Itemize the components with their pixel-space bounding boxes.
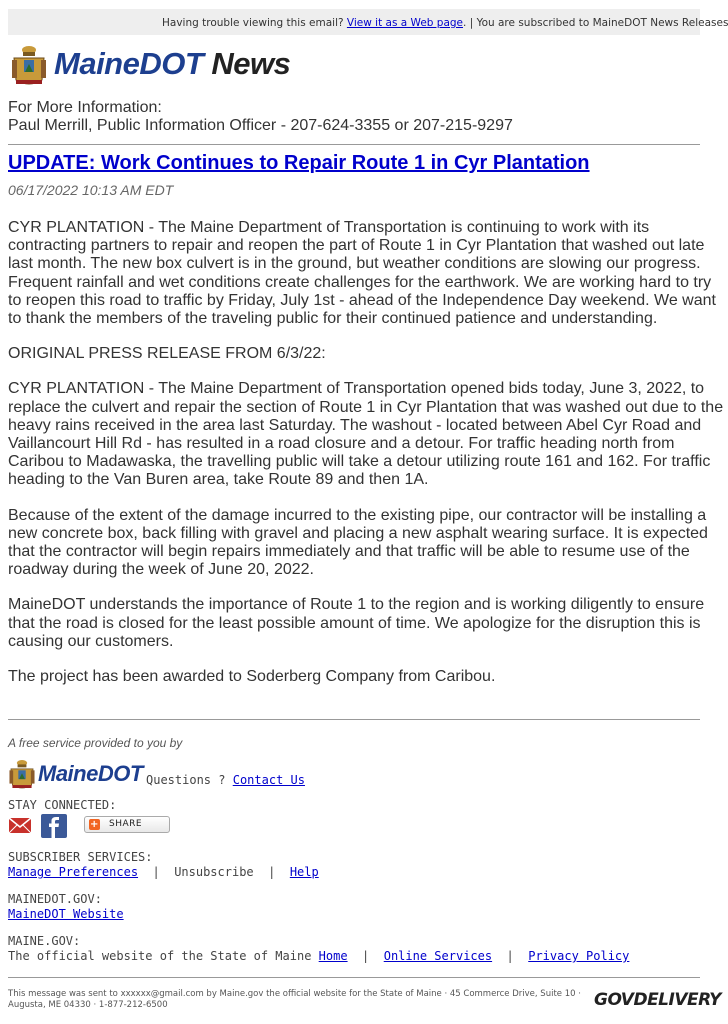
trouble-viewing-text: Having trouble viewing this email? (162, 17, 344, 29)
paragraph: The project has been awarded to Soderberg Company from Caribou. (8, 668, 496, 686)
questions-line (146, 773, 305, 787)
divider (8, 144, 700, 145)
bottom-divider (8, 977, 700, 978)
subscriber-links: Manage Preferences | Unsubscribe | Help (8, 865, 319, 879)
masthead-suffix: News (211, 46, 291, 81)
paragraph: ORIGINAL PRESS RELEASE FROM 6/3/22: (8, 345, 326, 363)
article-headline-link[interactable]: UPDATE: Work Continues to Repair Route 1 in Cyr Plantation (8, 152, 590, 174)
view-as-web-page-link[interactable]: View it as a Web page (346, 17, 464, 29)
top-notice-bar (8, 9, 728, 35)
masthead-brand: MaineDOT (54, 46, 204, 81)
article-body (8, 219, 728, 703)
manage-preferences-link[interactable]: Manage Preferences (8, 865, 139, 879)
subscriber-services-label: SUBSCRIBER SERVICES: (8, 850, 153, 864)
plus-icon: + (90, 819, 99, 830)
share-label: SHARE (109, 819, 143, 829)
help-link[interactable]: Help (289, 865, 319, 879)
online-services-link[interactable]: Online Services (383, 949, 493, 963)
mainedot-gov-label: MAINEDOT.GOV: (8, 892, 102, 906)
questions-text: Questions ? (146, 773, 226, 787)
stay-connected-label: STAY CONNECTED: (8, 798, 117, 812)
unsubscribe-text[interactable]: Unsubscribe (174, 865, 254, 879)
maine-gov-label: MAINE.GOV: (8, 934, 81, 948)
contact-us-link[interactable]: Contact Us (232, 773, 305, 787)
email-icon[interactable] (8, 814, 32, 836)
paragraph: CYR PLANTATION - The Maine Department of Transportation opened bids today, June 3, 2022, to replace the culvert and repair the section of Route 1 in Cyr Plantation that was washed out due to the heavy rains received in the area last Saturday. The washout - located between Abel Cyr Road and Vaillancourt Hill Rd - has resulted in a road closure and a detour. For traffic heading north from Caribou to Madawaska, the travelling public will take a detour utilizing route 161 and 162. For traffic heading to the Van Buren area, take Route 89 and then 1A. (8, 380, 724, 489)
contact-person: Paul Merrill, Public Information Officer - 207-624-3355 or 207-215-9297 (8, 117, 513, 134)
paragraph: Because of the extent of the damage incurred to the existing pipe, our contractor will be installing a new concrete box, back filling with gravel and placing a new asphalt wearing surface. It is expected that the contractor will begin repairs immediately and that traffic will be able to resume use of the roadway during the week of June 20, 2022. (8, 506, 708, 579)
privacy-policy-link[interactable]: Privacy Policy (528, 949, 630, 963)
footer-divider (8, 719, 700, 720)
mainedot-website-row (8, 907, 124, 921)
contact-info (8, 99, 513, 135)
paragraph: CYR PLANTATION - The Maine Department of Transportation is continuing to work with its contracting partners to repair and reopen the part of Route 1 in Cyr Plantation that washed out late last month. The new box culvert is in the ground, but weather conditions are slowing our progress. Frequent rainfall and wet conditions create challenges for the earthwork. We are working hard to try to reopen this road to traffic by Friday, July 1st - ahead of the Independence Day weekend. We want to thank the members of the traveling public for their continued patience and understanding. (8, 219, 716, 328)
sent-to-note: This message was sent to xxxxxx@gmail.com by Maine.gov the official website for the State of Maine · 45 Commerce Drive, Suite 10 · Augusta, ME 04330 · 1-877-212-6500 (8, 989, 581, 1010)
maine-seal-icon (10, 44, 48, 86)
facebook-icon[interactable] (41, 814, 67, 838)
share-button[interactable] (84, 816, 170, 833)
free-service-text: A free service provided to you by (8, 736, 183, 750)
home-link[interactable]: Home (318, 949, 348, 963)
paragraph: MaineDOT understands the importance of Route 1 to the region and is working diligently to ensure that the road is closed for the least possible amount of time. We apologize for the disruption this is causing our customers. (8, 596, 705, 650)
article-date: 06/17/2022 10:13 AM EDT (8, 182, 174, 198)
maine-gov-links: The official website of the State of Maine Home | Online Services | Privacy Policy (8, 949, 630, 963)
official-site-text: The official website of the State of Maine (8, 949, 312, 963)
maine-seal-icon (8, 758, 36, 790)
subscribed-text: . | You are subscribed to MaineDOT News Releases (463, 17, 728, 29)
masthead-title (54, 46, 290, 82)
govdelivery-logo: GOVDELIVERY (594, 990, 721, 1010)
mainedot-website-link[interactable]: MaineDOT Website (8, 907, 124, 921)
footer-brand: MaineDOT (38, 761, 143, 786)
contact-label: For More Information: (8, 99, 162, 116)
